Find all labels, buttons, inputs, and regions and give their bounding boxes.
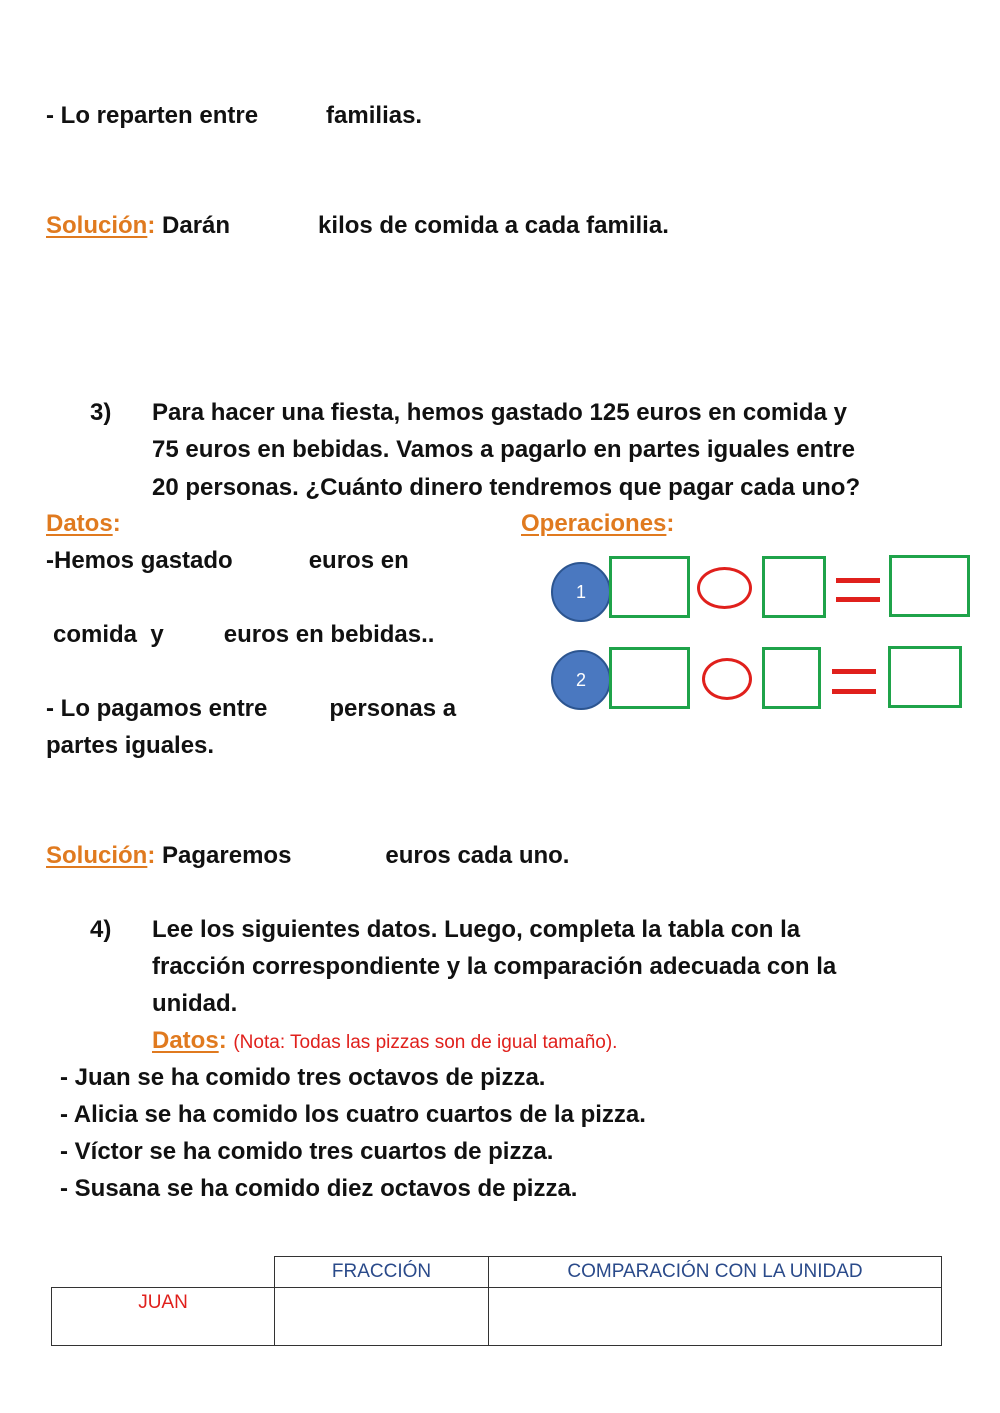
solucion-1 [46,211,669,241]
operation-2-equals-top [832,669,876,674]
fraction-table [51,1256,942,1346]
operation-1-equals-top [836,578,880,583]
problem-4-line-3: unidad. [152,990,238,1017]
problem-4-number: 4) [90,916,112,943]
operation-1-operand-2-box[interactable] [762,556,826,618]
problem-4-line-1: Lee los siguientes datos. Luego, completa la tabla con la [152,916,801,943]
operation-1-operand-1-box[interactable] [609,556,690,618]
table-row [52,1288,942,1346]
reparten-text-b: familias. [326,102,423,129]
datos-3-l1-a: -Hemos gastado [46,547,233,574]
datos-note: (Nota: Todas las pizzas son de igual tamaño). [233,1032,618,1053]
datos-heading-3 [46,509,121,539]
datos-3-line-4: partes iguales. [46,732,215,759]
datos-3-l2-a: comida y [53,621,164,648]
operation-2-equals-bottom [832,689,876,694]
operation-2-operand-1-box[interactable] [609,647,690,709]
problem-3-line-3: 20 personas. ¿Cuánto dinero tendremos que pagar cada uno? [152,474,861,501]
pizza-item-victor: - Víctor se ha comido tres cuartos de pizza. [60,1138,554,1165]
reparten-line [46,101,422,131]
table-cell-comparacion[interactable] [489,1288,942,1346]
table-header-comparacion: COMPARACIÓN CON LA UNIDAD [489,1257,942,1288]
pizza-item-susana: - Susana se ha comido diez octavos de pizza. [60,1175,578,1202]
operation-1-operator-circle[interactable] [697,567,752,609]
datos-3-line-1 [46,546,409,576]
table-cell-fraccion[interactable] [275,1288,489,1346]
solucion-1-label: Solución [46,212,148,239]
pizza-item-alicia: - Alicia se ha comido los cuatro cuartos de la pizza. [60,1101,646,1128]
problem-3-number: 3) [90,399,112,426]
operation-2-step-badge: 2 [551,650,611,710]
operaciones-heading [521,509,674,539]
datos-3-l2-b: euros en bebidas.. [223,621,435,648]
problem-3-line-2: 75 euros en bebidas. Vamos a pagarlo en partes iguales entre [152,436,855,463]
datos-3-l1-b: euros en [308,547,409,574]
pizza-item-juan: - Juan se ha comido tres octavos de pizza. [60,1064,546,1091]
datos-colon-4: : [218,1027,227,1054]
datos-heading-4 [152,1026,617,1058]
operation-1-result-box[interactable] [889,555,970,617]
operation-2-result-box[interactable] [888,646,962,708]
operation-2-operand-2-box[interactable] [762,647,821,709]
solucion-2 [46,841,569,871]
problem-3-line-1: Para hacer una fiesta, hemos gastado 125 euros en comida y [152,399,847,426]
table-header-fraccion: FRACCIÓN [275,1257,489,1288]
solucion-2-label: Solución [46,842,148,869]
table-row-name: JUAN [52,1288,275,1346]
solucion-1-colon: : [147,212,156,239]
datos-label-3: Datos [46,510,113,537]
solucion-2-text-b: euros cada uno. [385,842,570,869]
datos-3-l3-b: personas a [329,695,457,722]
problem-4-line-2: fracción correspondiente y la comparación adecuada con la [152,953,837,980]
reparten-text-a: - Lo reparten entre [46,102,259,129]
table-header-row [52,1257,942,1288]
solucion-2-text-a: Pagaremos [162,842,292,869]
datos-3-l3-a: - Lo pagamos entre [46,695,268,722]
operation-1-step-badge: 1 [551,562,611,622]
datos-3-line-3 [46,694,456,724]
operation-2-operator-circle[interactable] [702,658,752,700]
datos-3-line-2 [53,620,434,650]
operation-1-equals-bottom [836,597,880,602]
operaciones-label: Operaciones [521,510,667,537]
solucion-1-text-a: Darán [162,212,231,239]
solucion-2-colon: : [147,842,156,869]
datos-label-4: Datos [152,1027,219,1054]
datos-colon-3: : [112,510,121,537]
solucion-1-text-b: kilos de comida a cada familia. [318,212,669,239]
table-header-blank [52,1257,275,1288]
operaciones-colon: : [666,510,675,537]
